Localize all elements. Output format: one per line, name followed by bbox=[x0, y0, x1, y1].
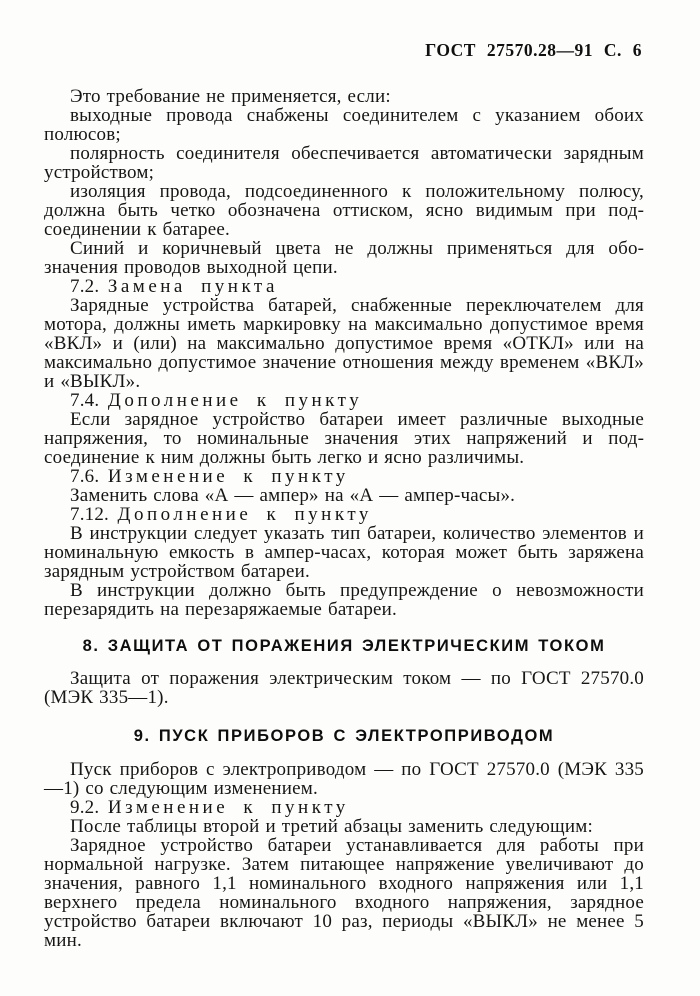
clause-heading-7-12 bbox=[44, 505, 644, 524]
clause-number: 9.2. bbox=[70, 797, 100, 818]
paragraph: Защита от поражения электрическим током — по ГОСТ 27570.0 (МЭК 335—1). bbox=[44, 668, 644, 708]
section-heading-8: 8. ЗАЩИТА ОТ ПОРАЖЕНИЯ ЭЛЕКТРИЧЕСКИМ ТОКОМ bbox=[82, 637, 606, 655]
clause-label: Дополнение к пункту bbox=[117, 504, 372, 525]
paragraph: изоляция провода, подсоединенного к положительному полюсу, должна быть четко обозначена оттиском, ясно видимым при подсоединении к батарее. bbox=[44, 181, 644, 240]
paragraph: В инструкции следует указать тип батареи, количество элементов и номинальную емкость в ампер-часах, которая может быть заряжена зарядным устройством батареи. bbox=[44, 523, 644, 582]
clause-heading-7-4 bbox=[44, 391, 644, 410]
clause-number: 7.2. bbox=[70, 276, 100, 297]
paragraph: выходные провода снабжены соединителем с указанием обоих полюсов; bbox=[44, 105, 644, 145]
paragraph: Зарядные устройства батарей, снабженные переключателем для мотора, должны иметь маркировку на максимально допустимое время «ВКЛ» и (или) на максимально допустимое время «ОТКЛ» или на максимально допустимое значение отношения между временем «ВКЛ» и «ВЫКЛ». bbox=[44, 295, 644, 392]
clause-heading-7-6 bbox=[44, 467, 644, 486]
paragraph: Синий и коричневый цвета не должны применяться для обозначения проводов выходной цепи. bbox=[44, 238, 644, 278]
clause-label: Замена пункта bbox=[107, 276, 278, 297]
paragraph: Это требование не применяется, если: bbox=[70, 86, 391, 107]
paragraph: Пуск приборов с электроприводом — по ГОСТ 27570.0 (МЭК 335—1) со следующим изменением. bbox=[44, 759, 644, 799]
clause-number: 7.4. bbox=[70, 390, 100, 411]
paragraph: Заменить слова «А — ампер» на «А — ампер-часы». bbox=[70, 485, 516, 506]
clause-number: 7.6. bbox=[70, 466, 100, 487]
paragraph: После таблицы второй и третий абзацы заменить следующим: bbox=[70, 816, 593, 837]
clause-heading-9-2 bbox=[44, 798, 644, 817]
paragraph: полярность соединителя обеспечивается автоматически зарядным устройством; bbox=[44, 143, 644, 183]
paragraph: В инструкции должно быть предупреждение о невозможности перезарядить на перезаряжаемые батареи. bbox=[44, 580, 644, 620]
section-heading-9: 9. ПУСК ПРИБОРОВ С ЭЛЕКТРОПРИВОДОМ bbox=[133, 727, 555, 745]
clause-heading-7-2 bbox=[44, 277, 644, 296]
clause-label: Изменение к пункту bbox=[107, 797, 349, 818]
page-header-gost-number: ГОСТ 27570.28—91 С. 6 bbox=[425, 40, 642, 60]
paragraph: Если зарядное устройство батареи имеет различные выходные напряжения, то номинальные значения этих напряжений и подсоединение к ним должны быть легко и ясно различимы. bbox=[44, 409, 644, 468]
paragraph: Зарядное устройство батареи устанавливается для работы при нормальной нагрузке. Затем питающее напряжение увеличивают до значения, равного 1,1 номинального входного напряжения или 1,1 верхнего предела номинального входного напряжения, зарядное устройство батареи включают 10 раз, периоды «ВЫКЛ» не менее 5 мин. bbox=[44, 835, 644, 951]
clause-label: Дополнение к пункту bbox=[107, 390, 363, 411]
clause-label: Изменение к пункту bbox=[107, 466, 349, 487]
clause-number: 7.12. bbox=[70, 504, 109, 525]
